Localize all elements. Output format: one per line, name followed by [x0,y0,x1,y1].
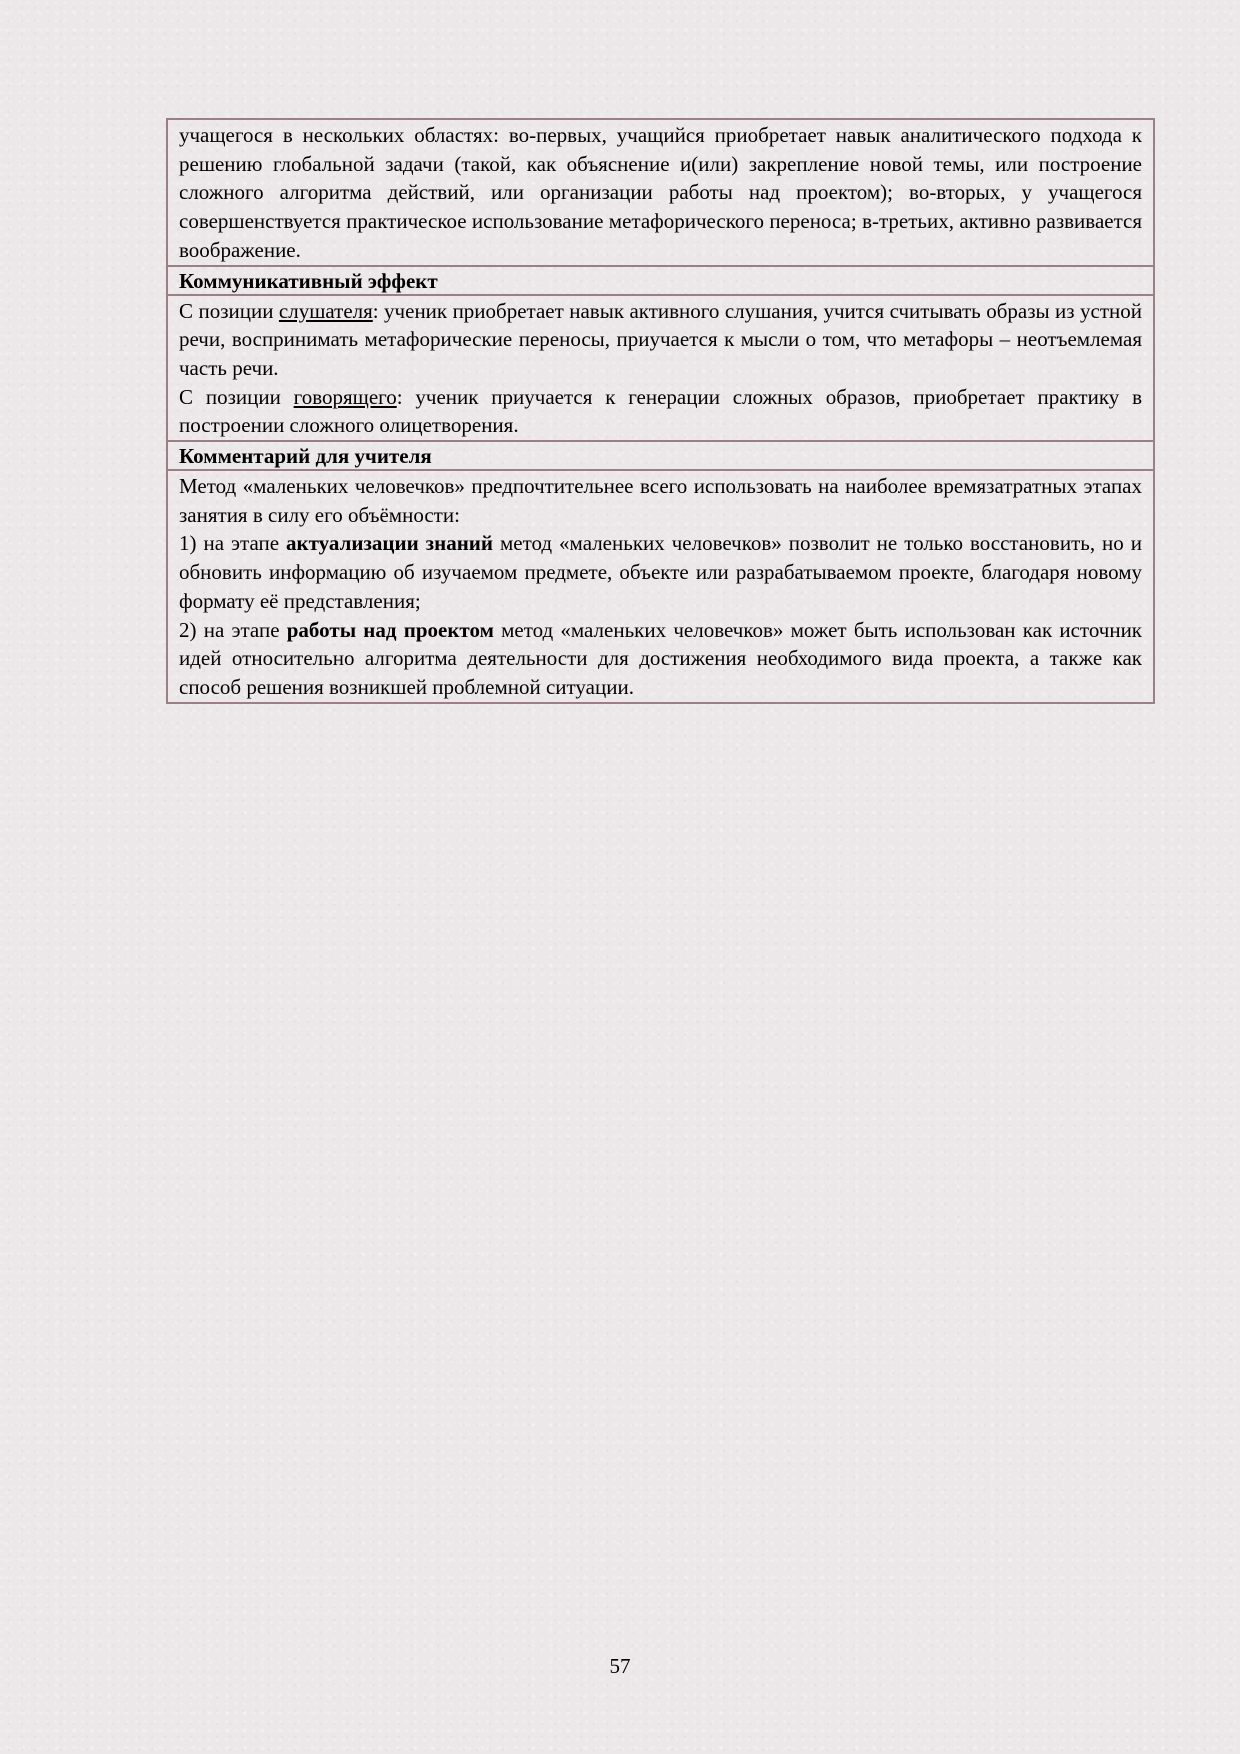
item2-text: метод «маленьких человечков» может быть использован как источник идей относительно алгоритма деятельности для достижения необходимого вида проекта, а также как способ решения возникшей проблемной ситуации. [179,617,1143,699]
teacher-title: Комментарий для учителя [167,441,1154,470]
item1-text: метод «маленьких человечков» позволит не только восстановить, но и обновить информацию об изучаемом предмете, объекте или разрабатываемом проекте, благодаря новому формату её представления; [179,531,1142,613]
teacher-body-cell [167,470,1154,703]
speaker-term: говорящего [293,384,397,409]
intro-paragraph: учащегося в нескольких областях: во-первых, учащийся приобретает навык аналитического подхода к решению глобальной задачи (такой, как объяснение и(или) закрепление новой темы, или построение сложного алгоритма действий, или организации работы над проектом); во-вторых, у учащегося совершенствуется практическое использование метафорического переноса; в-третьих, активно развивается воображение. [179,123,1142,262]
listener-term: слушателя [278,298,373,323]
teacher-item-1 [179,529,1142,615]
speaker-text: : ученик приучается к генерации сложных образов, приобретает практику в построении сложного олицетворения. [179,384,1142,438]
speaker-paragraph [179,383,1142,440]
item1-prefix: 1) на этапе [179,531,287,556]
listener-text: : ученик приобретает навык активного слушания, учится считывать образы из устной речи, воспринимать метафорические переносы, приучается к мысли о том, что метафоры – неотъемлемая часть речи. [179,298,1142,380]
communicative-title: Коммуникативный эффект [167,266,1154,295]
intro-cell [167,119,1154,266]
intro-row [167,119,1154,266]
listener-prefix: С позиции [179,298,279,323]
communicative-title-row [167,266,1154,295]
item1-bold: актуализации знаний [286,531,494,556]
teacher-title-row [167,441,1154,470]
communicative-body-row [167,295,1154,442]
teacher-item-2 [179,616,1142,702]
communicative-body-cell [167,295,1154,442]
speaker-prefix: С позиции [179,384,294,409]
page-number: 57 [609,1654,631,1678]
teacher-intro-paragraph: Метод «маленьких человечков» предпочтительнее всего использовать на наиболее времязатратных этапах занятия в силу его объёмности: [179,474,1142,527]
item2-bold: работы над проектом [286,617,494,642]
item2-prefix: 2) на этапе [179,617,287,642]
teacher-body-row [167,470,1154,703]
method-table [166,118,1155,704]
listener-paragraph [179,297,1142,383]
